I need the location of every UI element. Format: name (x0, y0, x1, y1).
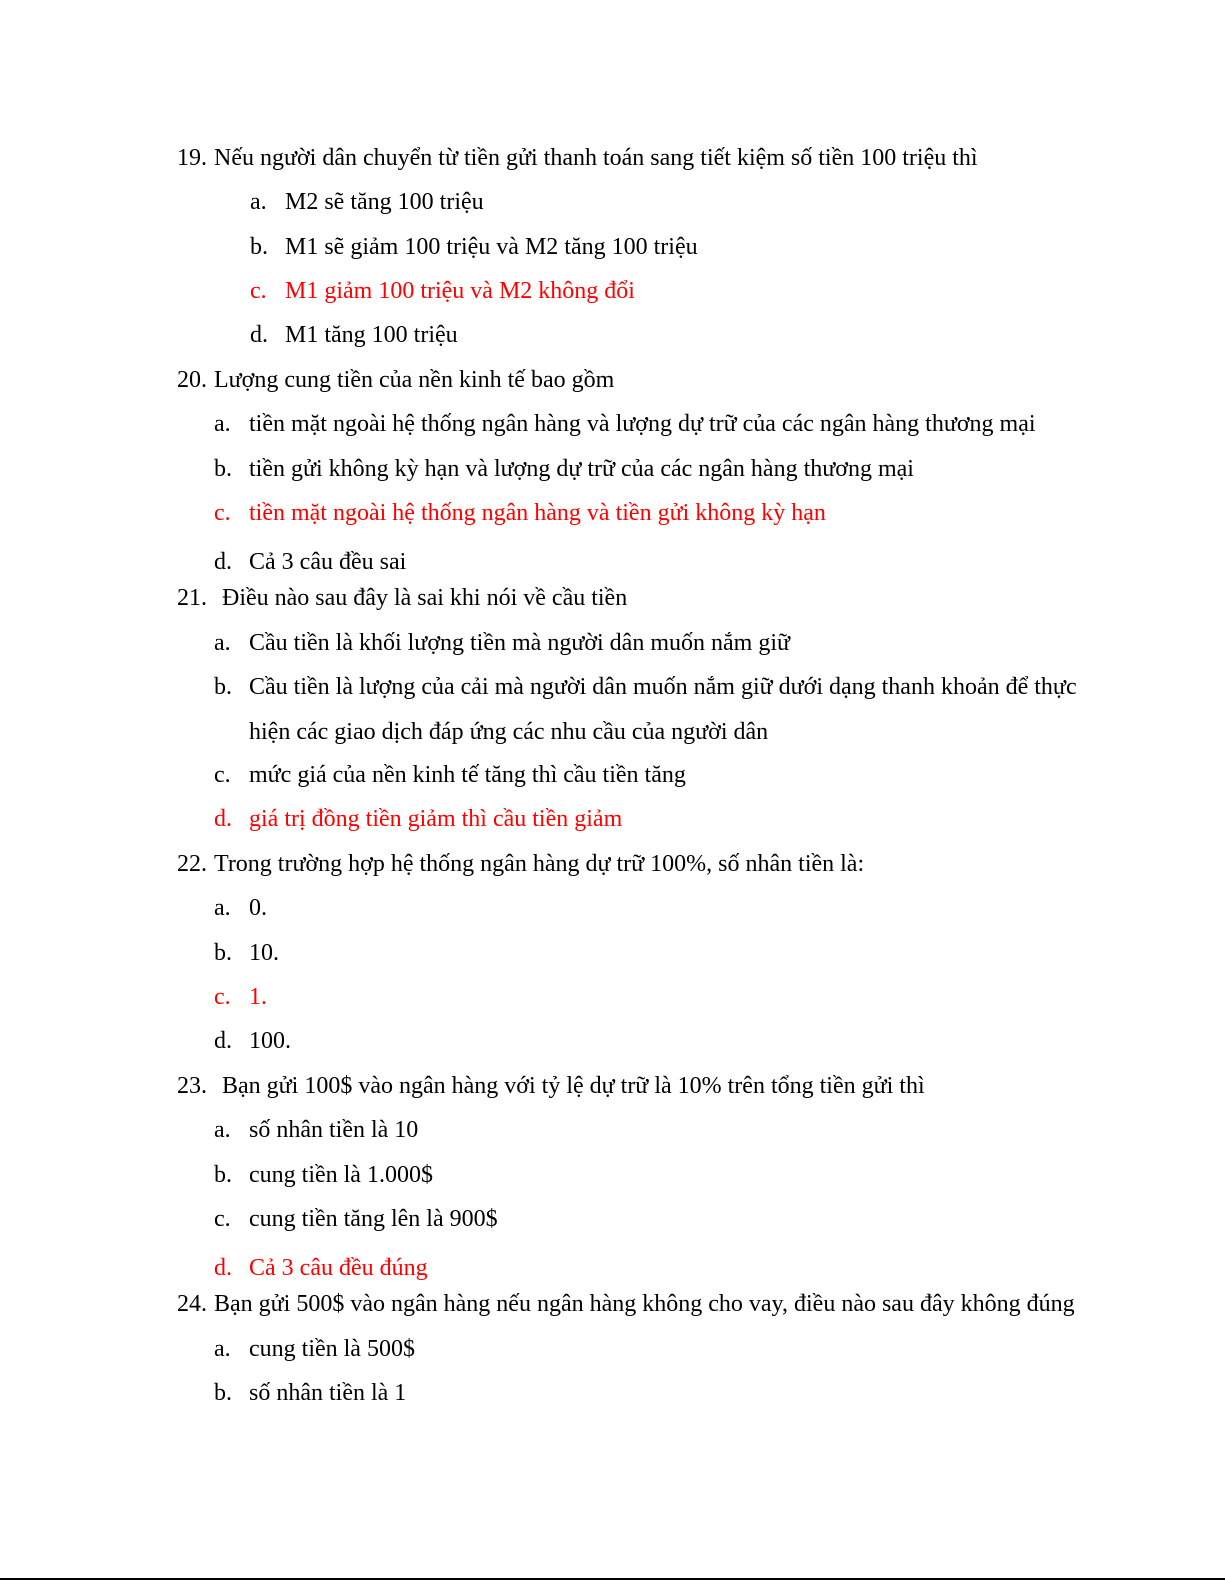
option-20-b (214, 454, 914, 484)
option-21-b (214, 672, 1077, 702)
option-letter: b. (214, 456, 232, 482)
question-21 (177, 583, 627, 613)
option-21-b-continuation (249, 717, 768, 747)
question-text: Nếu người dân chuyển từ tiền gửi thanh toán sang tiết kiệm số tiền 100 triệu thì (214, 145, 978, 171)
option-letter: c. (214, 1206, 231, 1232)
option-21-d-correct (214, 804, 622, 834)
option-letter: a. (214, 630, 231, 656)
question-number: 20. (177, 367, 207, 393)
option-letter: d. (214, 549, 232, 575)
option-text: cung tiền tăng lên là 900$ (249, 1206, 498, 1232)
question-number: 19. (177, 145, 207, 171)
option-22-c-correct (214, 982, 267, 1012)
question-19 (177, 143, 978, 173)
option-19-a (250, 187, 484, 217)
option-text: M1 tăng 100 triệu (285, 322, 458, 348)
option-letter: b. (214, 1380, 232, 1406)
option-22-d (214, 1026, 291, 1056)
option-text: mức giá của nền kinh tế tăng thì cầu tiền tăng (249, 762, 686, 788)
question-23 (177, 1071, 925, 1101)
option-20-a (214, 409, 1036, 439)
question-text: Trong trường hợp hệ thống ngân hàng dự trữ 100%, số nhân tiền là: (214, 851, 865, 877)
option-letter: c. (214, 984, 231, 1010)
question-number: 24. (177, 1291, 207, 1317)
option-19-d (250, 320, 458, 350)
option-letter: a. (214, 1336, 231, 1362)
option-20-c-correct (214, 498, 826, 528)
question-number: 21. (177, 585, 207, 611)
option-text: M2 sẽ tăng 100 triệu (285, 189, 484, 215)
option-text: số nhân tiền là 10 (249, 1117, 419, 1143)
option-text: M1 sẽ giảm 100 triệu và M2 tăng 100 triệu (285, 234, 698, 260)
option-letter: a. (214, 1117, 231, 1143)
question-text: Lượng cung tiền của nền kinh tế bao gồm (214, 367, 615, 393)
option-text: cung tiền là 1.000$ (249, 1162, 433, 1188)
option-letter: b. (214, 940, 232, 966)
option-letter: b. (214, 674, 232, 700)
question-number: 22. (177, 851, 207, 877)
option-23-d-correct (214, 1253, 428, 1283)
option-24-a (214, 1334, 415, 1364)
option-letter: a. (214, 895, 231, 921)
option-letter: a. (214, 411, 231, 437)
option-text: Cầu tiền là khối lượng tiền mà người dân muốn nắm giữ (249, 630, 790, 656)
option-letter: d. (214, 806, 232, 832)
question-text: Bạn gửi 100$ vào ngân hàng với tỷ lệ dự trữ là 10% trên tổng tiền gửi thì (222, 1073, 925, 1099)
option-19-c-correct (250, 276, 635, 306)
option-20-d (214, 547, 406, 577)
option-23-a (214, 1115, 418, 1145)
option-text: Cầu tiền là lượng của cải mà người dân muốn nắm giữ dưới dạng thanh khoản để thực (249, 674, 1077, 700)
option-letter: c. (250, 278, 267, 304)
option-23-c (214, 1204, 498, 1234)
option-text: 0. (249, 895, 267, 921)
question-number: 23. (177, 1073, 207, 1099)
option-text: tiền mặt ngoài hệ thống ngân hàng và lượng dự trữ của các ngân hàng thương mại (249, 411, 1036, 437)
option-22-a (214, 893, 267, 923)
option-letter: d. (214, 1028, 232, 1054)
option-22-b (214, 938, 279, 968)
option-text: Cả 3 câu đều đúng (249, 1255, 428, 1281)
option-letter: c. (214, 500, 231, 526)
question-24 (177, 1289, 1075, 1319)
question-20 (177, 365, 614, 395)
option-text-continuation: hiện các giao dịch đáp ứng các nhu cầu của người dân (249, 719, 769, 745)
option-letter: d. (250, 322, 268, 348)
option-text: cung tiền là 500$ (249, 1336, 415, 1362)
option-text: 10. (249, 940, 279, 966)
question-text: Điều nào sau đây là sai khi nói về cầu tiền (222, 585, 628, 611)
question-22 (177, 849, 864, 879)
option-text: tiền gửi không kỳ hạn và lượng dự trữ của các ngân hàng thương mại (249, 456, 914, 482)
question-text: Bạn gửi 500$ vào ngân hàng nếu ngân hàng không cho vay, điều nào sau đây không đúng (214, 1291, 1075, 1317)
option-letter: b. (214, 1162, 232, 1188)
option-21-c (214, 760, 686, 790)
option-letter: b. (250, 234, 268, 260)
option-text: tiền mặt ngoài hệ thống ngân hàng và tiền gửi không kỳ hạn (249, 500, 826, 526)
option-19-b (250, 232, 698, 262)
option-letter: d. (214, 1255, 232, 1281)
option-text: số nhân tiền là 1 (249, 1380, 407, 1406)
option-letter: c. (214, 762, 231, 788)
option-letter: a. (250, 189, 267, 215)
option-text: giá trị đồng tiền giảm thì cầu tiền giảm (249, 806, 623, 832)
option-text: M1 giảm 100 triệu và M2 không đổi (285, 278, 635, 304)
option-21-a (214, 628, 790, 658)
option-23-b (214, 1160, 433, 1190)
option-text: Cả 3 câu đều sai (249, 549, 407, 575)
option-text: 1. (249, 984, 267, 1010)
option-24-b (214, 1378, 406, 1408)
page-bottom-border (0, 1578, 1225, 1580)
option-text: 100. (249, 1028, 291, 1054)
